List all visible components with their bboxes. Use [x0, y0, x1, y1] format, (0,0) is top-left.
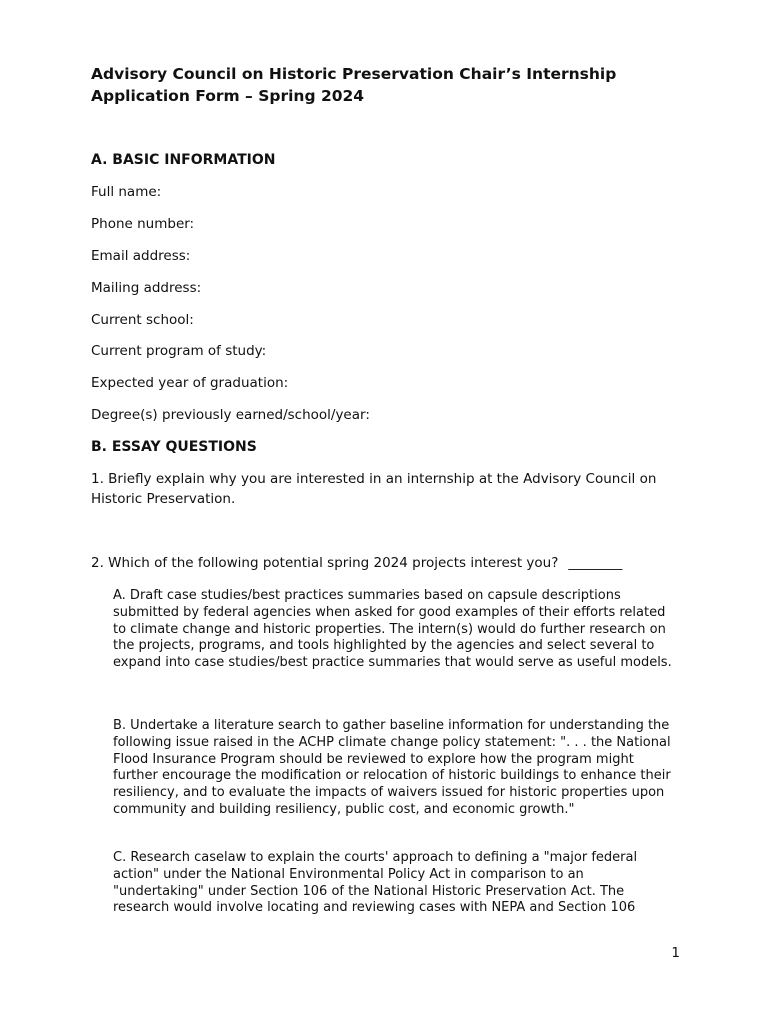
- title-line-2: Application Form – Spring 2024: [91, 87, 365, 105]
- essay-question-2: [91, 553, 711, 573]
- field-phone-number: Phone number:: [91, 216, 195, 232]
- project-option-c: C. Research caselaw to explain the courts' approach to defining a "major federal action" under the National Environmental Policy Act in comparison to an "undertaking" under Section 106 of the National Historic Preservation Act. The research would involve locating and reviewing cases with NEPA and Section 106: [113, 850, 638, 916]
- field-current-school: Current school:: [91, 312, 194, 328]
- project-option-b: B. Undertake a literature search to gather baseline information for understanding the following issue raised in the ACHP climate change policy statement: ". . . the National Flood Insurance Program should be reviewed to explore how the program might further encourage the modification or relocation of historic buildings to enhance their resiliency, and to evaluate the impacts of waivers issued for historic properties upon community and building resiliency, public cost, and economic growth.": [113, 718, 671, 817]
- title-line-1: Advisory Council on Historic Preservation Chair’s Internship: [91, 65, 617, 83]
- document-title: [91, 63, 711, 107]
- question-2-answer-blank: ________: [568, 555, 623, 571]
- page-number: 1: [671, 945, 680, 961]
- essay-question-1: 1. Briefly explain why you are interested in an internship at the Advisory Council on Historic Preservation.: [91, 471, 657, 507]
- field-previous-degrees: Degree(s) previously earned/school/year:: [91, 407, 370, 423]
- field-mailing-address: Mailing address:: [91, 280, 202, 296]
- field-graduation-year: Expected year of graduation:: [91, 375, 289, 391]
- section-b-heading: B. ESSAY QUESTIONS: [91, 439, 257, 455]
- project-option-a: A. Draft case studies/best practices summaries based on capsule descriptions submitted by federal agencies when asked for good examples of their efforts related to climate change and historic properties. The intern(s) would do further research on the projects, programs, and tools highlighted by the agencies and select several to expand into case studies/best practice summaries that would serve as useful models.: [113, 588, 672, 671]
- field-program-of-study: Current program of study:: [91, 343, 267, 359]
- field-full-name: Full name:: [91, 184, 162, 200]
- field-email-address: Email address:: [91, 248, 191, 264]
- section-a-heading: A. BASIC INFORMATION: [91, 152, 276, 168]
- question-2-text: 2. Which of the following potential spring 2024 projects interest you?: [91, 555, 559, 571]
